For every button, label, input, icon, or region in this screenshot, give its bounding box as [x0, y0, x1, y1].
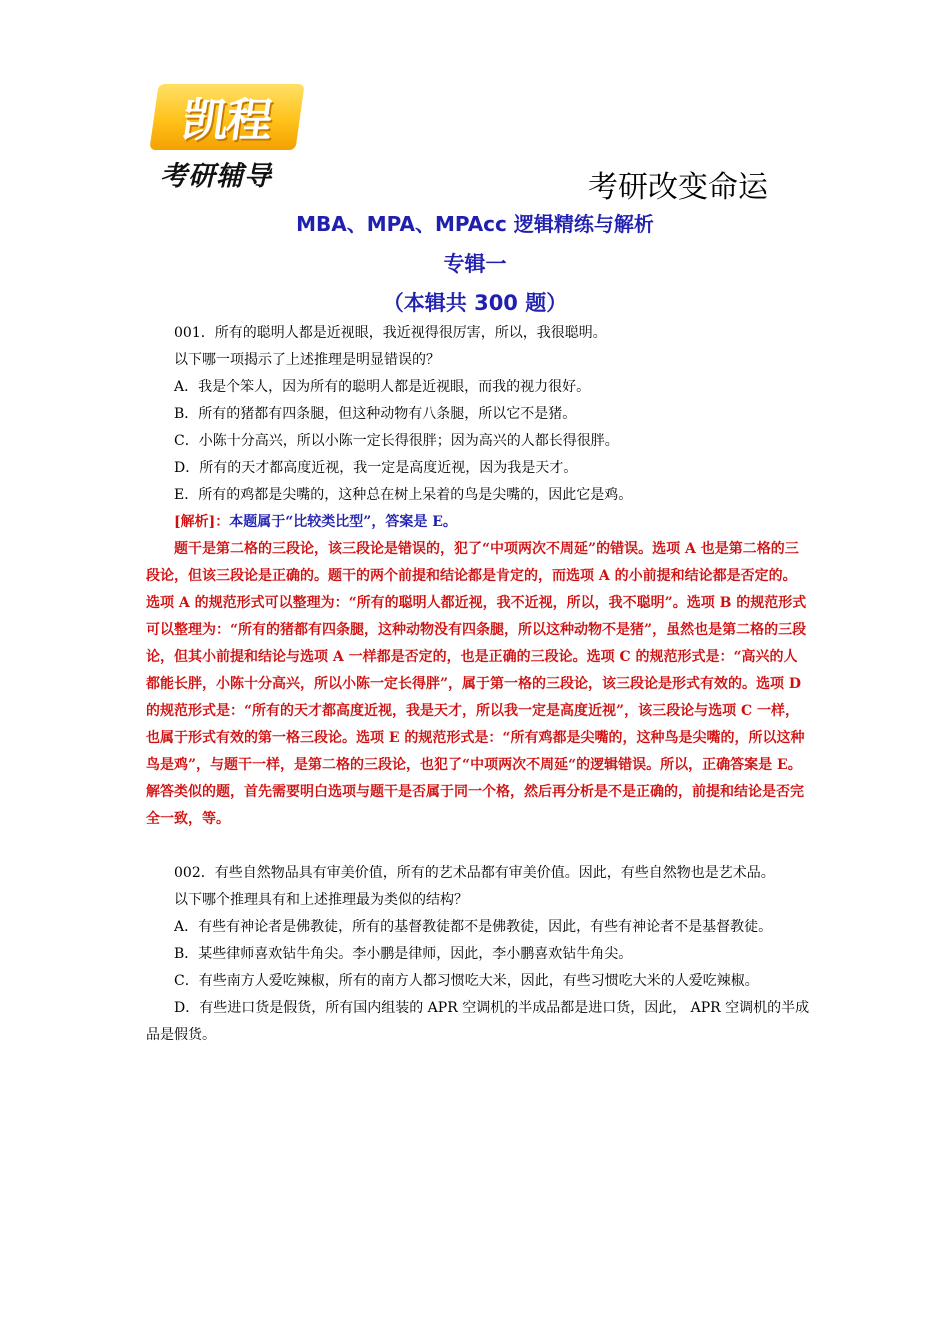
- document-body: [146, 320, 810, 1049]
- question-001-option-b: B．所有的猪都有四条腿，但这种动物有八条腿，所以它不是猪。: [174, 406, 577, 422]
- question-001-analysis-heading: [146, 509, 810, 536]
- question-002-option-c: C．有些南方人爱吃辣椒，所有的南方人都习惯吃大米，因此，有些习惯吃大米的人爱吃辣椒。: [174, 973, 759, 989]
- logo-badge: [149, 84, 304, 150]
- question-002-option-b: B．某些律师喜欢钻牛角尖。李小鹏是律师，因此，李小鹏喜欢钻牛角尖。: [174, 946, 633, 962]
- question-001-option-c: C．小陈十分高兴，所以小陈一定长得很胖；因为高兴的人都长得很胖。: [174, 433, 619, 449]
- question-001-option-a: A．我是个笨人，因为所有的聪明人都是近视眼，而我的视力很好。: [174, 379, 591, 395]
- question-002-option-d: D．有些进口货是假货，所有国内组装的 APR 空调机的半成品都是进口货，因此， APR 空调机的半成品是假货。: [146, 1000, 810, 1043]
- logo-mark: 凯程: [178, 93, 275, 147]
- question-001-option-d: D．所有的天才都高度近视，我一定是高度近视，因为我是天才。: [174, 460, 578, 476]
- analysis-answer: 本题属于“比较类比型”，答案是 E。: [229, 514, 457, 530]
- analysis-label: [解析]：: [174, 514, 230, 530]
- document-title: MBA、MPA、MPAcc 逻辑精练与解析: [296, 212, 654, 236]
- question-002-option-a: A．有些有神论者是佛教徒，所有的基督教徒都不是佛教徒，因此，有些有神论者不是基督教徒。: [174, 919, 773, 935]
- volume-title: 专辑一: [443, 252, 507, 276]
- question-count: （本辑共 300 题）: [382, 291, 568, 315]
- question-002-stem: 002．有些自然物品具有审美价值，所有的艺术品都有审美价值。因此，有些自然物也是艺术品。: [174, 865, 775, 881]
- question-001-option-e: E．所有的鸡都是尖嘴的，这种总在树上呆着的鸟是尖嘴的，因此它是鸡。: [174, 487, 633, 503]
- question-002-prompt: 以下哪个推理具有和上述推理最为类似的结构？: [174, 892, 468, 908]
- logo-subtitle: 考研辅导: [160, 161, 272, 192]
- question-001-prompt: 以下哪一项揭示了上述推理是明显错误的？: [174, 352, 440, 368]
- slogan: 考研改变命运: [588, 170, 768, 205]
- logo: [152, 84, 312, 196]
- question-001-stem: 001．所有的聪明人都是近视眼，我近视得很厉害，所以，我很聪明。: [174, 325, 607, 341]
- question-001-analysis: 题干是第二格的三段论，该三段论是错误的，犯了“中项两次不周延”的错误。选项 A 也是第二格的三段论，但该三段论是正确的。题干的两个前提和结论都是肯定的，而选项 A 的小前提和结论都是否定的。选项 A 的规范形式可以整理为：“所有的聪明人都近视，我不近视，所以，我不聪明”。选项 B 的规范形式可以整理为：“所有的猪都有四条腿，这种动物没有四条腿，所以这种动物不是猪”，虽然也是第二格的三段论，但其小前提和结论与选项 A 一样都是否定的，也是正确的三段论。选项 C 的规范形式是：“高兴的人都能长胖，小陈十分高兴，所以小陈一定长得胖”，属于第一格的三段论，该三段论是形式有效的。选项 D 的规范形式是：“所有的天才都高度近视，我是天才，所以我一定是高度近视”，该三段论与选项 C 一样，也属于形式有效的第一格三段论。选项 E 的规范形式是：“所有鸡都是尖嘴的，这种鸟是尖嘴的，所以这种鸟是鸡”，与题干一样，是第二格的三段论，也犯了“中项两次不周延“的逻辑错误。所以，正确答案是 E。解答类似的题，首先需要明白选项与题干是否属于同一个格，然后再分析是不是正确的，前提和结论是否完全一致，等。: [146, 541, 807, 827]
